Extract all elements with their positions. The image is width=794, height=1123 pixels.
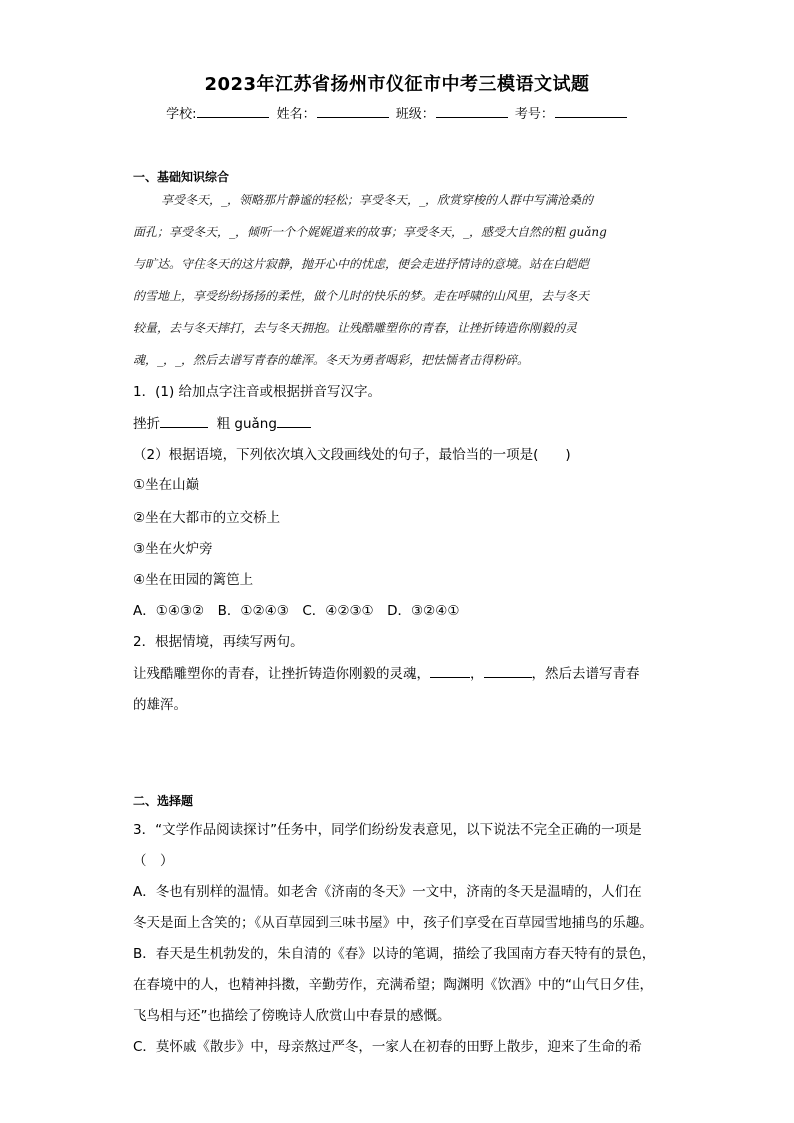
passage-line: 较量，去与冬天摔打，去与冬天拥抱。让残酷雕塑你的青春，让挫折铸造你刚毅的灵 — [133, 321, 578, 335]
exam-no-label: 考号： — [514, 107, 554, 122]
option-4: ④坐在田园的篱笆上 — [133, 572, 254, 588]
reading-passage — [133, 184, 663, 376]
word-cuozhe: 挫折 — [133, 416, 160, 432]
section2-heading: 二、选择题 — [133, 794, 194, 808]
answer-blank[interactable] — [160, 414, 208, 428]
question-2-prompt — [133, 662, 663, 682]
answer-blank[interactable] — [277, 414, 311, 428]
option-a-line: 冬天是面上含笑的；《从百草园到三味书屋》中，孩子们享受在百草园雪地捕鸟的乐趣。 — [133, 915, 653, 931]
prompt-separator: ， — [470, 666, 484, 682]
question-1-words — [133, 412, 663, 432]
class-label: 班级： — [395, 107, 435, 122]
exam-title: 2023年江苏省扬州市仪征市中考三模语文试题 — [204, 74, 590, 95]
class-blank[interactable] — [436, 105, 508, 118]
prompt-text: ，然后去谱写青春 — [531, 666, 640, 682]
name-blank[interactable] — [317, 105, 389, 118]
option-b-line: 在春境中的人，也精神抖擞，辛勤劳作，充满希望；陶渊明《饮酒》中的“山气日夕佳， — [133, 977, 653, 993]
question-1-2: （2）根据语境，下列依次填入文段画线处的句子，最恰当的一项是( ) — [133, 447, 571, 463]
option-b-line: B．春天是生机勃发的，朱自清的《春》以诗的笔调，描绘了我国南方春天特有的景色， — [133, 946, 656, 962]
prompt-text: 让残酷雕塑你的青春，让挫折铸造你刚毅的灵魂， — [133, 666, 430, 682]
school-blank[interactable] — [197, 105, 269, 118]
passage-line: 魂，_，_，然后去谱写青春的雄浑。冬天为勇者喝彩，把怯懦者击得粉碎。 — [133, 353, 530, 367]
passage-line: 的雪地上，享受纷纷扬扬的柔性，做个儿时的快乐的梦。走在呼啸的山风里，去与冬天 — [133, 289, 590, 303]
option-1: ①坐在山巅 — [133, 477, 200, 493]
word-cuguang: 粗 guǎng — [216, 416, 277, 432]
answer-choices: A．①④③② B．①②④③ C．④②③① D．③②④① — [133, 603, 460, 619]
option-a-line: A．冬也有别样的温情。如老舍《济南的冬天》一文中，济南的冬天是温晴的，人们在 — [133, 884, 642, 900]
option-3: ③坐在火炉旁 — [133, 541, 213, 557]
answer-blank[interactable] — [484, 664, 532, 678]
option-2: ②坐在大都市的立交桥上 — [133, 510, 281, 526]
section1-heading: 一、基础知识综合 — [133, 170, 230, 184]
question-3-paren: （ ） — [133, 853, 174, 869]
passage-line: 面孔；享受冬天，_，倾听一个个娓娓道来的故事；享受冬天，_，感受大自然的粗 guǎng — [133, 225, 607, 239]
question-3: 3．“文学作品阅读探讨”任务中，同学们纷纷发表意见，以下说法不完全正确的一项是 — [133, 822, 642, 838]
question-2: 2．根据情境，再续写两句。 — [133, 634, 304, 650]
exam-no-blank[interactable] — [555, 105, 627, 118]
answer-blank[interactable] — [430, 664, 470, 678]
option-b-line: 飞鸟相与还”也描绘了傍晚诗人欣赏山中春景的感慨。 — [133, 1008, 451, 1024]
passage-line: 享受冬天，_，领略那片静谧的轻松；享受冬天，_，欣赏穿梭的人群中写满沧桑的 — [161, 193, 594, 207]
passage-line: 与旷达。守住冬天的这片寂静，抛开心中的忧虑，便会走进抒情诗的意境。站在白皑皑 — [133, 257, 590, 271]
question-2-prompt-cont: 的雄浑。 — [133, 697, 187, 713]
question-1-1: 1．(1) 给加点字注音或根据拼音写汉字。 — [133, 384, 382, 400]
student-info-row — [0, 103, 794, 122]
school-label: 学校: — [166, 107, 197, 122]
option-c-line: C．莫怀戚《散步》中，母亲熬过严冬，一家人在初春的田野上散步，迎来了生命的希 — [133, 1039, 642, 1055]
name-label: 姓名： — [276, 107, 316, 122]
